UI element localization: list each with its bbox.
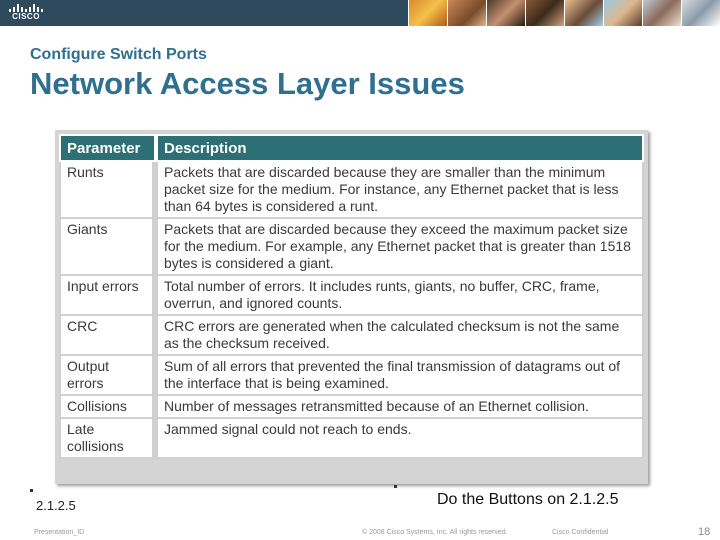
description-cell: Sum of all errors that prevented the final transmission of datagrams out of the interface that is being examined.	[156, 356, 644, 396]
header-photo	[603, 0, 642, 26]
description-cell: CRC errors are generated when the calculated checksum is not the same as the checksum received.	[156, 316, 644, 356]
footer-confidential: Cisco Confidential	[552, 529, 609, 536]
table-row	[59, 162, 644, 219]
parameter-cell: Output errors	[59, 356, 156, 396]
description-cell: Packets that are discarded because they are smaller than the minimum packet size for the medium. For instance, any Ethernet packet that is less than 64 bytes is considered a runt.	[156, 162, 644, 219]
table-row	[59, 276, 644, 316]
description-cell: Number of messages retransmitted because of an Ethernet collision.	[156, 396, 644, 419]
header-photo	[564, 0, 603, 26]
header-photo	[447, 0, 486, 26]
footer-presentation-id: Presentation_ID	[34, 529, 85, 536]
header-photo	[486, 0, 525, 26]
header-photo	[525, 0, 564, 26]
table-row	[59, 419, 644, 459]
description-cell: Total number of errors. It includes runts, giants, no buffer, CRC, frame, overrun, and ignored counts.	[156, 276, 644, 316]
cisco-logo-bars-icon	[8, 4, 44, 12]
header-photo-strip	[408, 0, 720, 26]
parameter-cell: Late collisions	[59, 419, 156, 459]
header-photo	[681, 0, 720, 26]
footer-copyright: © 2008 Cisco Systems, Inc. All rights reserved.	[362, 529, 508, 536]
table-row	[59, 219, 644, 276]
description-cell: Packets that are discarded because they exceed the maximum packet size for the medium. For example, any Ethernet packet that is greater than 1518 bytes is considered a giant.	[156, 219, 644, 276]
header-description: Description	[156, 134, 644, 162]
header-parameter: Parameter	[59, 134, 156, 162]
table-row	[59, 396, 644, 419]
header-banner	[0, 0, 720, 26]
bullet-icon	[394, 485, 397, 488]
table-row	[59, 316, 644, 356]
parameter-cell: Runts	[59, 162, 156, 219]
parameter-cell: Giants	[59, 219, 156, 276]
header-photo	[642, 0, 681, 26]
activity-reference: 2.1.2.5	[36, 498, 76, 513]
slide-title: Network Access Layer Issues	[30, 66, 465, 101]
table-header-row	[59, 134, 644, 162]
bullet-icon	[30, 489, 33, 492]
cisco-logo	[8, 4, 44, 22]
slide-subtitle: Configure Switch Ports	[30, 46, 207, 63]
table-row	[59, 356, 644, 396]
header-photo	[408, 0, 447, 26]
buttons-instruction: Do the Buttons on 2.1.2.5	[437, 491, 619, 508]
parameter-cell: CRC	[59, 316, 156, 356]
parameter-cell: Collisions	[59, 396, 156, 419]
parameter-cell: Input errors	[59, 276, 156, 316]
table-frame	[55, 130, 648, 484]
parameters-table	[59, 134, 644, 459]
cisco-logo-text: CISCO	[12, 12, 40, 21]
page-number: 18	[698, 526, 711, 538]
description-cell: Jammed signal could not reach to ends.	[156, 419, 644, 459]
